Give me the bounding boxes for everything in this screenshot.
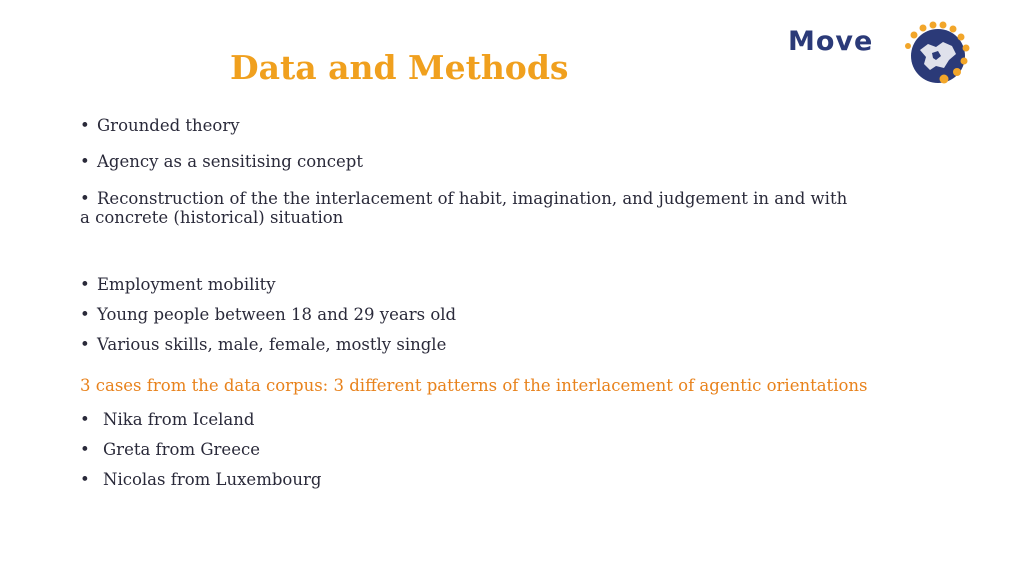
bullet-marker: • [80,335,90,354]
bullet-item [80,305,880,324]
bullet-text: Various skills, male, female, mostly single [97,335,447,354]
bullet-marker: • [80,116,90,135]
bullet-marker: • [80,152,90,171]
bullet-text: Agency as a sensitising concept [97,152,363,171]
bullet-item [80,189,860,227]
bullet-marker: • [80,470,90,489]
case-item [80,470,880,489]
bullet-text: Young people between 18 and 29 years old [97,305,457,324]
case-text: Nicolas from Luxembourg [103,470,322,489]
case-text: Nika from Iceland [103,410,255,429]
case-item [80,440,880,459]
bullet-text: Employment mobility [97,275,276,294]
bullet-item [80,116,880,135]
move-logo-icon [786,20,976,86]
bullet-item [80,275,880,294]
cases-heading: 3 cases from the data corpus: 3 different patterns of the interlacement of agentic orientations [80,376,868,395]
case-item [80,410,880,429]
bullet-text: Reconstruction of the the interlacement of habit, imagination, and judgement in and with a concrete (historical) situation [80,189,848,227]
case-text: Greta from Greece [103,440,260,459]
bullet-marker: • [80,275,90,294]
bullet-text: Grounded theory [97,116,240,135]
logo-text: Move [788,26,874,57]
move-logo [786,20,976,86]
bullet-item [80,152,880,171]
bullet-marker: • [80,440,90,459]
bullet-marker: • [80,189,90,208]
bullet-item [80,335,880,354]
bullet-marker: • [80,410,90,429]
bullet-marker: • [80,305,90,324]
slide-title: Data and Methods [230,48,569,87]
